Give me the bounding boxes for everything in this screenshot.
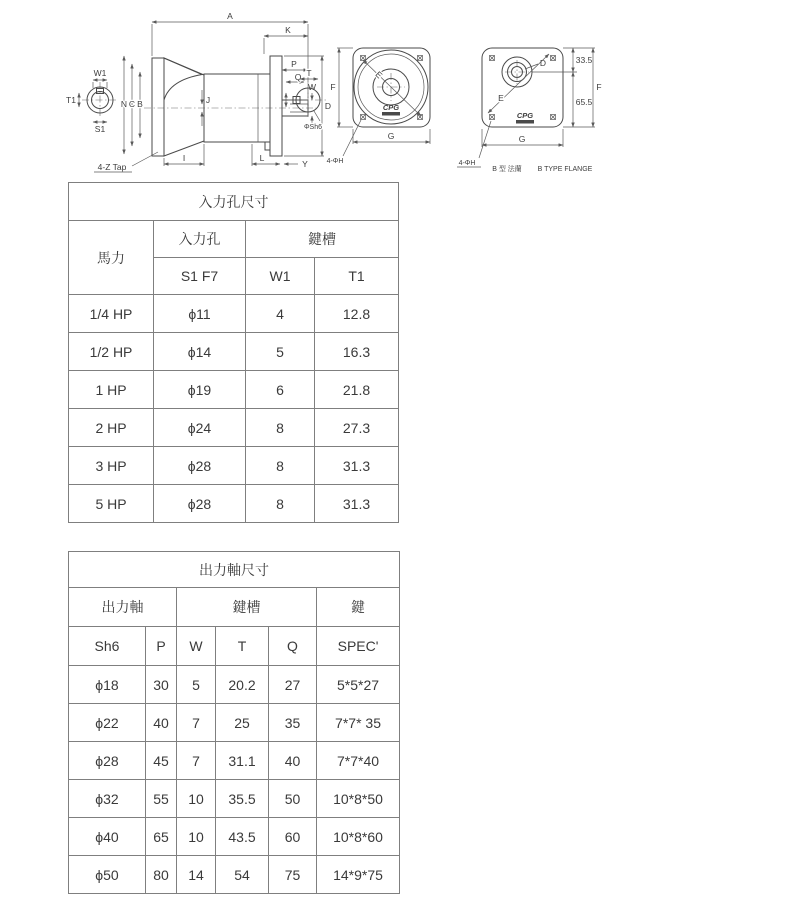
w-cell: 7 [177,704,216,742]
hp-cell: 1/4 HP [69,295,154,333]
q-cell: 27 [269,666,317,704]
table-row [69,409,399,447]
dim-label-s1: S1 [94,124,106,134]
dim-label-w: W [307,82,317,92]
header-input-hole: 入力孔 [154,221,246,258]
table-row [69,666,400,704]
bolt-hole-icon [361,115,366,120]
table-row [69,780,400,818]
front-view-flange-drawing [325,30,460,180]
header-keyway: 鍵槽 [177,588,317,627]
sh6-cell: ϕ50 [69,856,146,894]
dim-label-q: Q [294,72,302,82]
p-cell: 80 [146,856,177,894]
bolt-holes-label: 4-ΦH [326,158,344,165]
p-cell: 30 [146,666,177,704]
spec-cell: 10*8*60 [317,818,400,856]
w-cell: 14 [177,856,216,894]
t-cell: 43.5 [216,818,269,856]
input-hole-table [68,182,399,523]
w1-cell: 6 [246,371,315,409]
dim-label-f: F [330,82,336,92]
hp-cell: 1 HP [69,371,154,409]
p-cell: 55 [146,780,177,818]
table-row [69,333,399,371]
table-row [69,588,400,627]
w-cell: 7 [177,742,216,780]
header-output-shaft: 出力軸 [69,588,177,627]
t-cell: 35.5 [216,780,269,818]
dim-label-b: B [137,99,143,109]
spec-cell: 5*5*27 [317,666,400,704]
flange-caption-zh: B 型 法蘭 [492,166,522,173]
s1-cell: ϕ14 [154,333,246,371]
dim-label-w1: W1 [93,68,107,78]
t-cell: 31.1 [216,742,269,780]
bolt-hole-icon [490,115,495,120]
table-row [69,742,400,780]
table-row [69,627,400,666]
dim-label-a: A [227,11,233,21]
w1-cell: 5 [246,333,315,371]
bolt-hole-icon [361,56,366,61]
w1-cell: 8 [246,485,315,523]
sh6-cell: ϕ32 [69,780,146,818]
p-cell: 65 [146,818,177,856]
b-type-flange-drawing [455,25,635,175]
cpg-logo [516,111,534,124]
spec-cell: 10*8*50 [317,780,400,818]
dim-label-k: K [285,25,291,35]
bolt-holes-label: 4-ΦH [458,160,476,167]
header-w1: W1 [246,258,315,295]
table-row [69,221,399,258]
cpg-logo [382,103,400,116]
header-t1: T1 [315,258,399,295]
hp-cell: 3 HP [69,447,154,485]
table-row [69,818,400,856]
header-sh6: Sh6 [69,627,146,666]
s1-cell: ϕ28 [154,447,246,485]
flange-caption-en: B TYPE FLANGE [537,166,593,173]
table-row [69,552,400,588]
t1-cell: 31.3 [315,485,399,523]
table-row [69,485,399,523]
header-w: W [177,627,216,666]
q-cell: 40 [269,742,317,780]
table-row [69,704,400,742]
q-cell: 50 [269,780,317,818]
dim-label-33-5: 33.5 [575,55,593,65]
sh6-cell: ϕ40 [69,818,146,856]
tap-callout-label: 4-Z Tap [97,162,127,172]
spec-cell: 14*9*75 [317,856,400,894]
bolt-hole-icon [418,56,423,61]
bolt-hole-icon [490,56,495,61]
output-table-title: 出力軸尺寸 [69,552,400,588]
dim-label-g: G [387,131,395,141]
q-cell: 75 [269,856,317,894]
p-cell: 40 [146,704,177,742]
dim-label-p: P [291,59,297,69]
dim-label-y: Y [302,159,308,169]
dim-label-g: G [518,134,526,144]
table-row [69,856,400,894]
table-row [69,183,399,221]
dim-label-f: F [596,82,602,92]
bolt-hole-icon [551,115,556,120]
header-t: T [216,627,269,666]
q-cell: 60 [269,818,317,856]
dim-label-e: E [498,93,504,103]
dim-label-t1: T1 [66,95,76,105]
t1-cell: 16.3 [315,333,399,371]
t-cell: 54 [216,856,269,894]
dim-label-j: J [205,95,211,105]
w1-cell: 8 [246,447,315,485]
dim-label-n: N [120,99,128,109]
hp-cell: 1/2 HP [69,333,154,371]
q-cell: 35 [269,704,317,742]
s1-cell: ϕ11 [154,295,246,333]
header-keyway: 鍵槽 [246,221,399,258]
sh6-cell: ϕ28 [69,742,146,780]
spec-cell: 7*7* 35 [317,704,400,742]
t1-cell: 31.3 [315,447,399,485]
t1-cell: 12.8 [315,295,399,333]
cpg-logo-text: CPG [516,111,534,120]
header-p: P [146,627,177,666]
ncb-dimensions [121,56,143,154]
t1-cell: 21.8 [315,371,399,409]
dim-label-i: I [182,153,186,163]
cpg-logo-text: CPG [382,103,400,112]
dim-label-l: L [259,153,265,163]
s1-cell: ϕ28 [154,485,246,523]
header-spec: SPEC' [317,627,400,666]
p-cell: 45 [146,742,177,780]
hp-cell: 5 HP [69,485,154,523]
dim-label-d: D [324,101,332,111]
w-cell: 10 [177,780,216,818]
t-cell: 25 [216,704,269,742]
t-cell: 20.2 [216,666,269,704]
dim-label-d: D [539,58,547,68]
spec-cell: 7*7*40 [317,742,400,780]
w1-cell: 8 [246,409,315,447]
s1-cell: ϕ19 [154,371,246,409]
header-hp: 馬力 [69,221,154,295]
s1-cell: ϕ24 [154,409,246,447]
header-key: 鍵 [317,588,400,627]
output-shaft-table [68,551,400,894]
dim-label-t: T [306,68,312,78]
input-shaft-section-detail [66,68,118,134]
hp-cell: 2 HP [69,409,154,447]
t1-cell: 27.3 [315,409,399,447]
w-cell: 10 [177,818,216,856]
table-row [69,371,399,409]
input-table-title: 入力孔尺寸 [69,183,399,221]
cpg-logo-bar [382,112,400,116]
table-row [69,295,399,333]
cpg-logo-bar [516,120,534,124]
header-s1f7: S1 F7 [154,258,246,295]
dim-label-c: C [128,99,136,109]
shaft-diameter-label: ΦSh6 [303,124,323,131]
table-row [69,447,399,485]
header-q: Q [269,627,317,666]
w1-cell: 4 [246,295,315,333]
w-cell: 5 [177,666,216,704]
dim-label-65-5: 65.5 [575,97,593,107]
bolt-hole-icon [551,56,556,61]
sh6-cell: ϕ18 [69,666,146,704]
dim-label-e: E [373,69,385,81]
sh6-cell: ϕ22 [69,704,146,742]
